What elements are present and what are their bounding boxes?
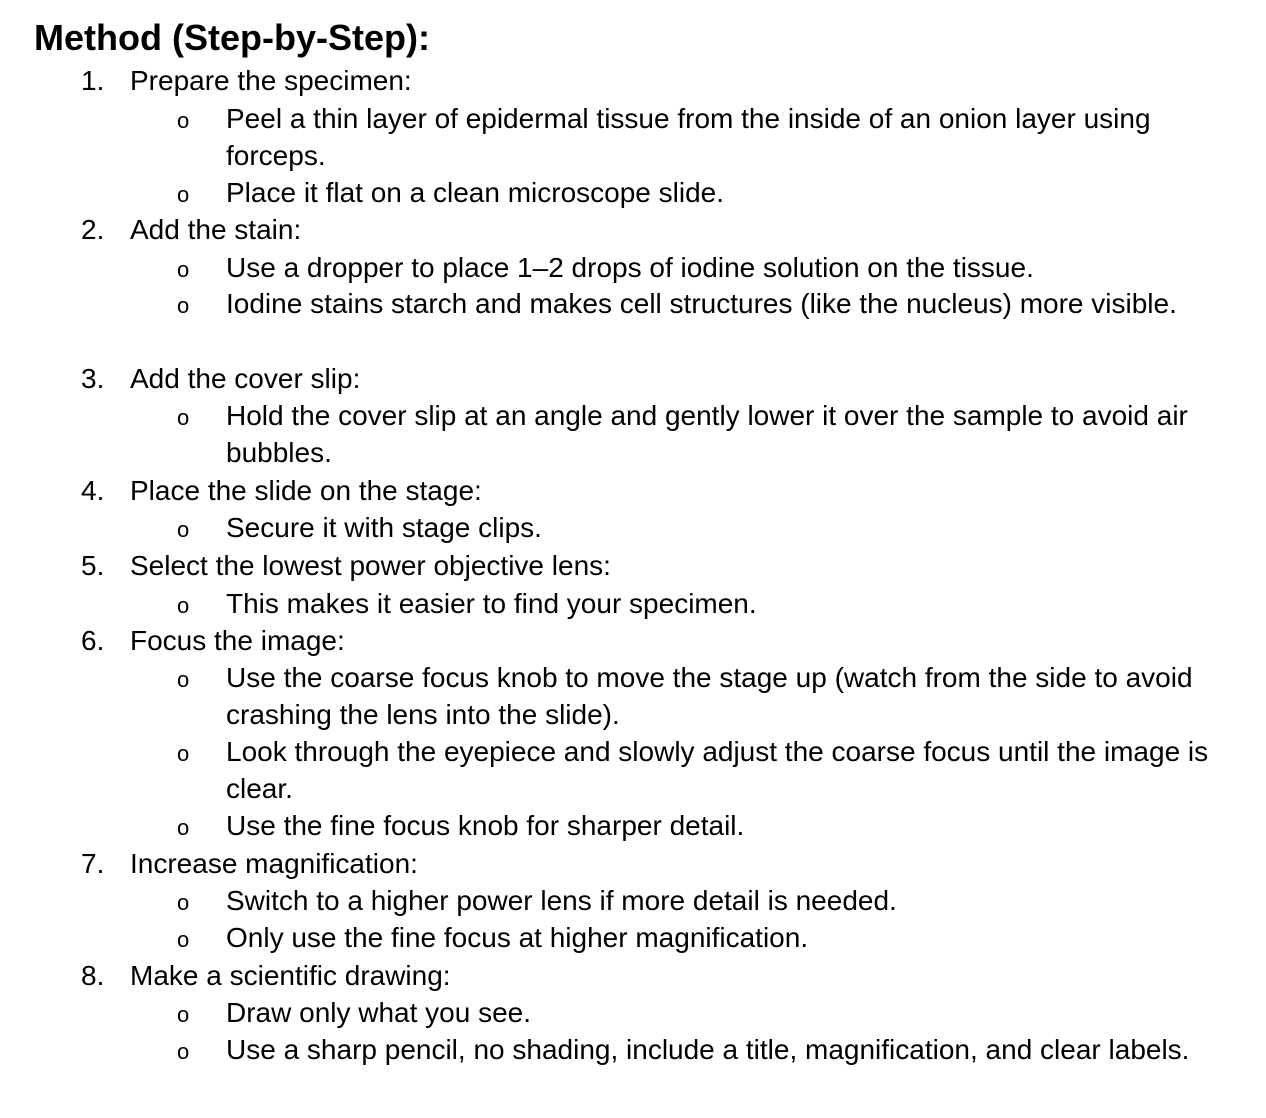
- step-number: 1.: [81, 65, 105, 96]
- list-item-text: Use a sharp pencil, no shading, include a title, magnification, and clear labels.: [226, 1034, 1190, 1065]
- step-title: Add the cover slip:: [130, 363, 361, 394]
- list-item-text: Only use the fine focus at higher magnification.: [226, 922, 809, 953]
- step-title: Make a scientific drawing:: [130, 960, 451, 991]
- list-item-text: Switch to a higher power lens if more detail is needed.: [226, 885, 897, 916]
- step-title: Focus the image:: [130, 625, 345, 656]
- list-item-text: Peel a thin layer of epidermal tissue from the inside of an onion layer using forceps.: [226, 103, 1151, 171]
- list-item-text: Use the fine focus knob for sharper detail.: [226, 810, 745, 841]
- step-number: 4.: [81, 475, 105, 506]
- bullet-circle-icon: o: [177, 108, 190, 133]
- list-item-text: Place it flat on a clean microscope slide.: [226, 177, 725, 208]
- list-item-text: Iodine stains starch and makes cell structures (like the nucleus) more visible.: [226, 288, 1177, 319]
- list-item-text: Look through the eyepiece and slowly adjust the coarse focus until the image is clear.: [226, 736, 1209, 804]
- list-item-text: This makes it easier to find your specimen.: [226, 588, 757, 619]
- section-heading: Method (Step-by-Step):: [34, 17, 430, 58]
- list-item-text: Use the coarse focus knob to move the stage up (watch from the side to avoid crashing the lens into the slide).: [226, 662, 1193, 730]
- step-title: Select the lowest power objective lens:: [130, 550, 611, 581]
- step-number: 6.: [81, 625, 105, 656]
- list-item-text: Draw only what you see.: [226, 997, 532, 1028]
- bullet-circle-icon: o: [177, 593, 190, 618]
- step-title: Place the slide on the stage:: [130, 475, 482, 506]
- bullet-circle-icon: o: [177, 182, 190, 207]
- step-number: 5.: [81, 550, 105, 581]
- bullet-circle-icon: o: [177, 927, 190, 952]
- bullet-circle-icon: o: [177, 1002, 190, 1027]
- list-item-text: Secure it with stage clips.: [226, 512, 542, 543]
- bullet-circle-icon: o: [177, 890, 190, 915]
- bullet-circle-icon: o: [177, 293, 190, 318]
- step-number: 7.: [81, 848, 105, 879]
- list-item-text: Hold the cover slip at an angle and gently lower it over the sample to avoid air bubbles.: [226, 400, 1188, 468]
- step-title: Increase magnification:: [130, 848, 418, 879]
- bullet-circle-icon: o: [177, 405, 190, 430]
- bullet-circle-icon: o: [177, 517, 190, 542]
- bullet-circle-icon: o: [177, 257, 190, 282]
- step-number: 8.: [81, 960, 105, 991]
- list-item-text: Use a dropper to place 1–2 drops of iodine solution on the tissue.: [226, 252, 1034, 283]
- bullet-circle-icon: o: [177, 741, 190, 766]
- bullet-circle-icon: o: [177, 667, 190, 692]
- bullet-circle-icon: o: [177, 1039, 190, 1064]
- step-title: Add the stain:: [130, 214, 302, 245]
- step-title: Prepare the specimen:: [130, 65, 412, 96]
- step-number: 3.: [81, 363, 105, 394]
- step-number: 2.: [81, 214, 105, 245]
- bullet-circle-icon: o: [177, 815, 190, 840]
